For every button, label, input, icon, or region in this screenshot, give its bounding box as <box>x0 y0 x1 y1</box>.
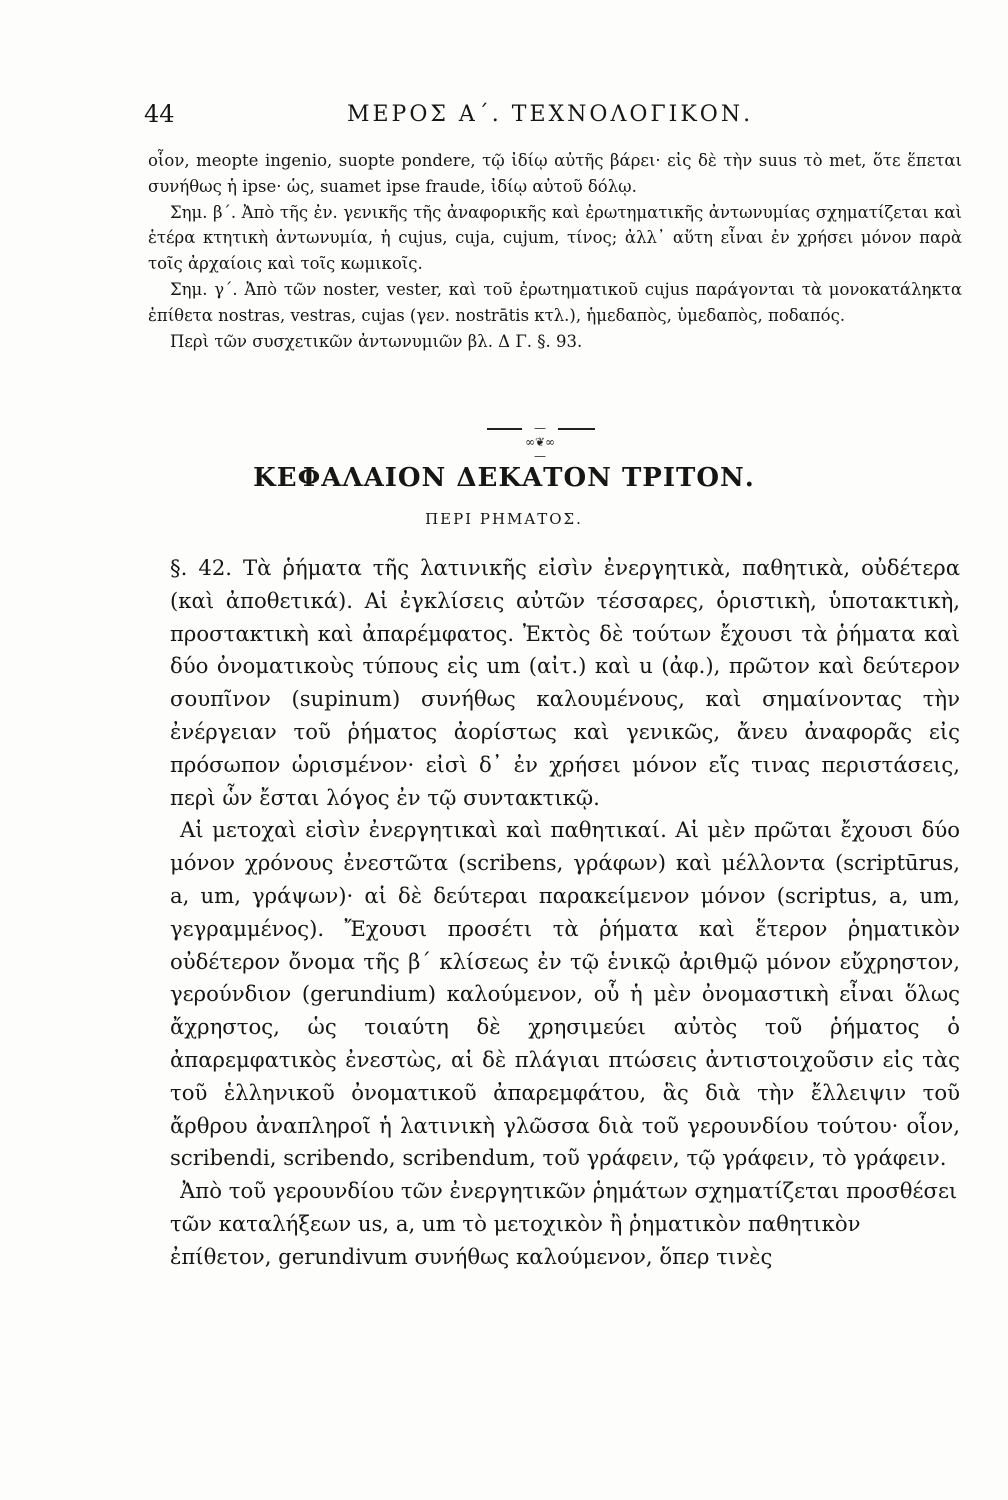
body-paragraph: Αἱ μετοχαὶ εἰσὶν ἐνεργητικαὶ καὶ παθητικαί. Αἱ μὲν πρῶται ἔχουσι δύο μόνον χρόνους ἐνεστῶτα (scribens, γράφων) καὶ μέλλοντα (scriptūrus, a, um, γράψων)· αἱ δὲ δεύτεραι παρακείμενον μόνον (scriptus, a, um, γεγραμμένος). Ἔχουσι προσέτι τὰ ῥήματα καὶ ἕτερον ῥηματικὸν οὐδέτερον ὄνομα τῆς β΄ κλίσεως ἐν τῷ ἑνικῷ ἀριθμῷ μόνον εὔχρηστον, γερούνδιον (gerundium) καλούμενον, οὗ ἡ μὲν ὀνομαστικὴ εἶναι ὅλως ἄχρηστος, ὡς τοιαύτη δὲ χρησιμεύει αὐτὸς τοῦ ῥήματος ὁ ἀπαρεμφατικὸς ἐνεστὼς, αἱ δὲ πλάγιαι πτώσεις ἀντιστοιχοῦσιν εἰς τὰς τοῦ ἑλληνικοῦ ὀνοματικοῦ ἀπαρεμφάτου, ἃς διὰ τὴν ἔλλειψιν τοῦ ἄρθρου ἀναπληροῖ ἡ λατινικὴ γλῶσσα διὰ τοῦ γερουνδίου τούτου· οἷον, scribendi, scribendo, scribendum, τοῦ γράφειν, τῷ γράφειν, τὸ γράφειν. <box>170 817 960 1171</box>
page-header <box>140 100 960 140</box>
note-paragraph: Σημ. β΄. Ἀπὸ τῆς ἐν. γενικῆς τῆς ἀναφορικῆς καὶ ἐρωτηματικῆς ἀντωνυμίας σχηματίζεται καὶ ἑτέρα κτητικὴ ἀντωνυμία, ἡ cujus, cuja, cujum, τίνος; ἀλλ᾽ αὕτη εἶναι ἐν χρήσει μόνον παρὰ τοῖς ἀρχαίοις καὶ τοῖς κωμικοῖς. <box>148 202 962 274</box>
main-text <box>170 552 960 1274</box>
footnotes-block <box>148 148 962 354</box>
running-title: ΜΕΡΟΣ Α΄. ΤΕΧΝΟΛΟΓΙΚΟΝ. <box>346 102 754 127</box>
note-paragraph: οἷον, meopte ingenio, suopte pondere, τῷ ἰδίῳ αὐτῆς βάρει· εἰς δὲ τὴν suus τὸ met, ὅτε ἕπεται συνήθως ἡ ipse· ὡς, suamet ipse fraude, ἰδίῳ αὐτοῦ δόλῳ. <box>148 151 962 196</box>
note-paragraph: Περὶ τῶν συσχετικῶν ἀντωνυμιῶν βλ. Δ Γ. §. 93. <box>170 331 583 351</box>
note-paragraph: Σημ. γ΄. Ἀπὸ τῶν noster, vester, καὶ τοῦ ἐρωτηματικοῦ cujus παράγονται τὰ μονοκατάληκτα ἐπίθετα nostras, vestras, cujas (γεν. nostrātis κτλ.), ἡμεδαπὸς, ὑμεδαπὸς, ποδαπός. <box>148 279 962 325</box>
page-number: 44 <box>144 100 175 128</box>
chapter-subtitle: ΠΕΡΙ ΡΗΜΑΤΟΣ. <box>425 510 583 528</box>
chapter-title: ΚΕΦΑΛΑΙΟΝ ΔΕΚΑΤΟΝ ΤΡΙΤΟΝ. <box>253 463 755 493</box>
body-paragraph: §. 42. Τὰ ῥήματα τῆς λατινικῆς εἰσὶν ἐνεργητικὰ, παθητικὰ, οὐδέτερα (καὶ ἀποθετικά). Αἱ ἐγκλίσεις αὐτῶν τέσσαρες, ὁριστικὴ, ὑποτακτικὴ, προστακτικὴ καὶ ἀπαρέμφατος. Ἐκτὸς δὲ τούτων ἔχουσι τὰ ῥήματα καὶ δύο ὀνοματικοὺς τύπους εἰς um (αἰτ.) καὶ u (ἀφ.), πρῶτον καὶ δεύτερον σουπῖνον (supinum) συνήθως καλουμένους, καὶ σημαίνοντας τὴν ἐνέργειαν τοῦ ῥήματος ἀορίστως καὶ γενικῶς, ἄνευ ἀναφορᾶς εἰς πρόσωπον ὡρισμένον· εἰσὶ δ᾽ ἐν χρήσει μόνον εἴς τινας περιστάσεις, περὶ ὧν ἔσται λόγος ἐν τῷ συντακτικῷ. <box>170 555 960 810</box>
divider-ornament-icon: —∞❦∞— <box>522 421 558 435</box>
body-paragraph: Ἀπὸ τοῦ γερουνδίου τῶν ἐνεργητικῶν ῥημάτων σχηματίζεται προσθέσει τῶν καταλήξεων us, a, um τὸ μετοχικὸν ἢ ῥηματικὸν παθητικὸν ἐπίθετον, gerundivum συνήθως καλούμενον, ὅπερ τινὲς <box>170 1178 958 1269</box>
